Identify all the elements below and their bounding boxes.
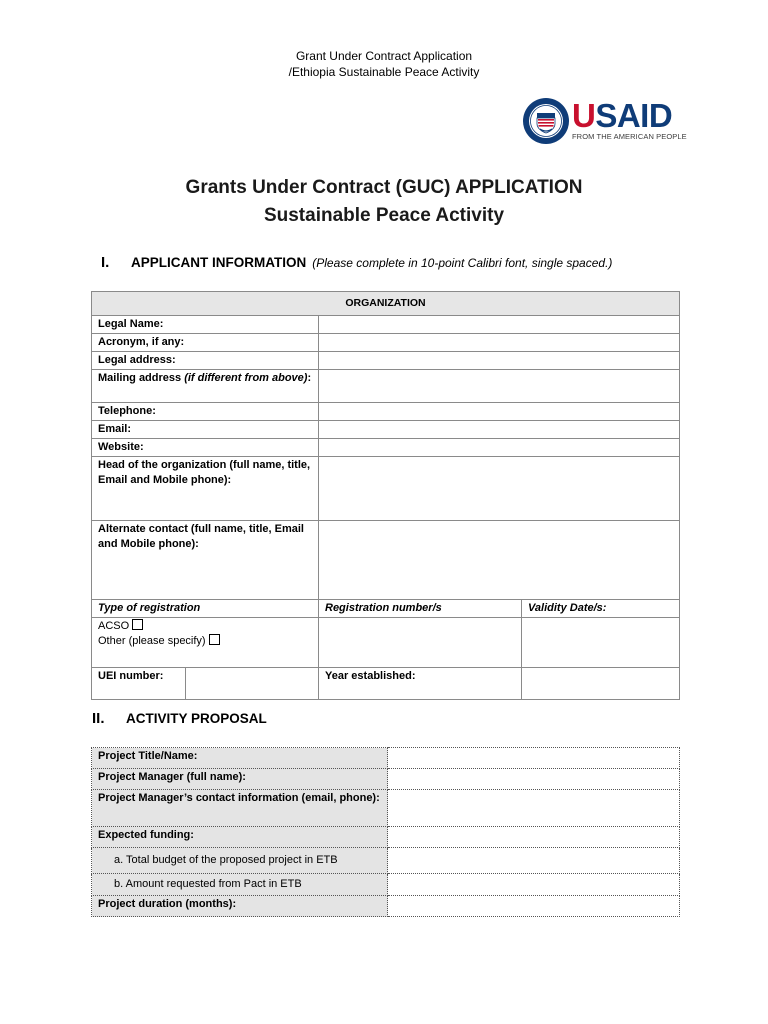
section-2-title: ACTIVITY PROPOSAL [126,711,267,726]
other-option[interactable] [98,634,312,649]
validity-date-label: Validity Date/s: [522,600,680,618]
usaid-seal-icon [522,97,570,145]
logo-tagline: FROM THE AMERICAN PEOPLE [572,132,687,141]
head-of-organization-label: Head of the organization (full name, title, Email and Mobile phone): [92,457,319,521]
mailing-address-label [92,370,319,403]
acso-option[interactable] [98,619,312,634]
other-label: Other (please specify) [98,635,206,647]
legal-name-field[interactable] [319,316,680,334]
website-field[interactable] [319,439,680,457]
website-label: Website: [92,439,319,457]
mailing-address-text: Mailing address [98,372,185,384]
running-header [0,48,768,80]
alternate-contact-field[interactable] [319,521,680,600]
title-line-2: Sustainable Peace Activity [263,205,505,226]
total-budget-field[interactable] [388,848,680,874]
document-title [0,174,768,230]
activity-proposal-table [91,747,680,917]
project-title-field[interactable] [388,748,680,769]
pm-contact-field[interactable] [388,790,680,827]
section-1-number: I. [101,254,110,271]
section-1-note: (Please complete in 10-point Calibri font, single spaced.) [312,256,613,270]
pm-contact-label: Project Manager’s contact information (email, phone): [92,790,388,827]
acso-label: ACSO [98,620,130,632]
amount-requested-label: b. Amount requested from Pact in ETB [92,874,388,896]
title-line-1: Grants Under Contract (GUC) APPLICATION [185,177,583,198]
header-line-1: Grant Under Contract Application [295,49,473,63]
acronym-label: Acronym, if any: [92,334,319,352]
project-manager-field[interactable] [388,769,680,790]
telephone-label: Telephone: [92,403,319,421]
logo-word-rest: SAID [595,97,673,134]
section-1-heading [101,254,612,271]
mailing-address-colon: : [307,372,312,384]
email-field[interactable] [319,421,680,439]
total-budget-label: a. Total budget of the proposed project in ETB [92,848,388,874]
section-2-number: II. [92,710,105,727]
header-line-2: /Ethiopia Sustainable Peace Activity [288,65,480,79]
project-title-label: Project Title/Name: [92,748,388,769]
amount-requested-field[interactable] [388,874,680,896]
project-duration-field[interactable] [388,896,680,917]
registration-options [92,618,319,668]
project-manager-label: Project Manager (full name): [92,769,388,790]
other-checkbox[interactable] [209,634,220,645]
expected-funding-label: Expected funding: [92,827,388,848]
organization-header: ORGANIZATION [92,292,680,316]
expected-funding-field[interactable] [388,827,680,848]
validity-date-field[interactable] [522,618,680,668]
logo-word: USAID [572,97,673,134]
section-1-title: APPLICANT INFORMATION [131,255,307,270]
organization-table [91,291,680,700]
year-established-field[interactable] [522,668,680,700]
acso-checkbox[interactable] [132,619,143,630]
telephone-field[interactable] [319,403,680,421]
head-of-organization-field[interactable] [319,457,680,521]
registration-type-label: Type of registration [92,600,319,618]
acronym-field[interactable] [319,334,680,352]
usaid-logo [522,97,687,147]
legal-address-field[interactable] [319,352,680,370]
year-established-label: Year established: [319,668,522,700]
legal-address-label: Legal address: [92,352,319,370]
mailing-address-field[interactable] [319,370,680,403]
legal-name-label: Legal Name: [92,316,319,334]
alternate-contact-label: Alternate contact (full name, title, Email and Mobile phone): [92,521,319,600]
project-duration-label: Project duration (months): [92,896,388,917]
uei-number-label: UEI number: [92,668,186,700]
uei-number-field[interactable] [186,668,319,700]
email-label: Email: [92,421,319,439]
registration-number-label: Registration number/s [319,600,522,618]
mailing-address-note: (if different from above) [184,372,308,384]
section-2-heading [92,710,267,727]
registration-number-field[interactable] [319,618,522,668]
